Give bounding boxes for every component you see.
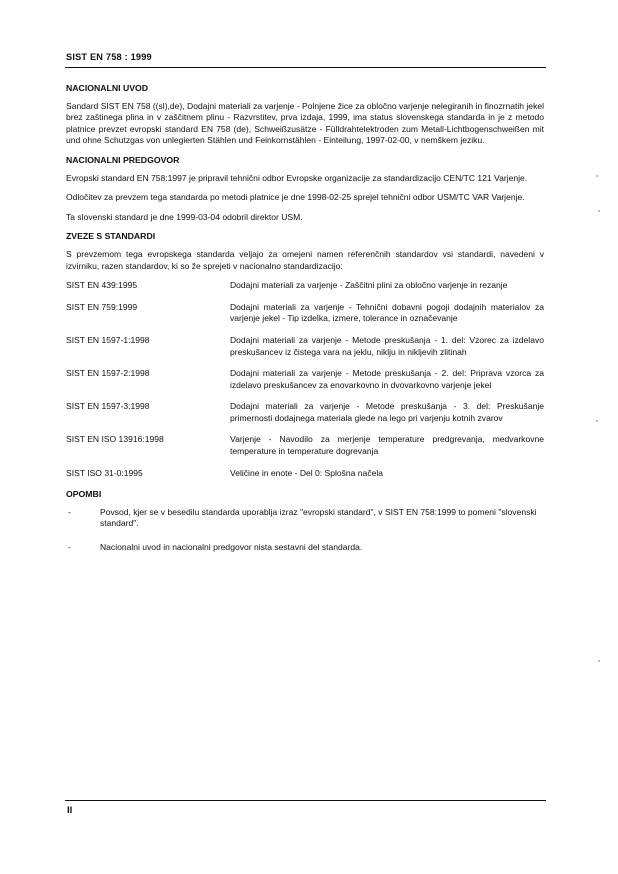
reference-code: SIST EN 1597-3:1998: [66, 401, 150, 412]
reference-row: [66, 401, 544, 424]
reference-row: [66, 302, 544, 325]
scan-speck: [598, 210, 600, 212]
reference-code: SIST EN 439:1995: [66, 280, 138, 291]
reference-row: [66, 434, 544, 457]
reference-title: Dodajni materiali za varjenje - Tehnični dobavni pogoji dodajnih materialov za varjenje jekel - Tip izdelka, izmere, tolerance in označevanje: [230, 301, 544, 324]
reference-code: SIST ISO 31-0:1995: [66, 467, 143, 478]
nacionalni-uvod-text: Sandard SIST EN 758 ((sl),de), Dodajni materiali za varjenje - Polnjene žice za obločno varjenje nelegiranih in finozrnatih jekel brez zaštinega plina in v zaščitnem plinu - Razvrstitev, prva izdaja, 1999, ima status slovenskega standarda in je z metodo platnice prevzet evropski standard EN 758 (de), Schweißzusätze - Fülldrahtelektroden zum Metall-Lichtbogenschweißen mit und ohne Schutzgas von unlegierten Stählen und Feinkornstählen - Einteilung, 1997-02-00, v nemškem jeziku.: [66, 100, 544, 146]
reference-title: Varjenje - Navodilo za merjenje temperature predgrevanja, medvarkovne temperature in temperature dogrevanja: [230, 434, 544, 457]
header-rule: [65, 67, 546, 68]
reference-list: [66, 280, 544, 479]
section-heading-opombi: OPOMBI: [66, 489, 102, 500]
note-text: Povsod, kjer se v besedilu standarda uporablja izraz "evropski standard", v SIST EN 758:1999 to pomeni "slovenski standard".: [100, 506, 537, 529]
page-number: II: [67, 805, 73, 816]
scan-speck: [598, 660, 600, 662]
reference-title: Dodajni materiali za varjenje - Metode preskušanja - 1. del: Vzorec za izdelavo preskušancev iz čistega vara na jeklu, niklju in nikljevih zlitinah: [230, 334, 544, 357]
reference-code: SIST EN 1597-2:1998: [66, 368, 150, 379]
reference-title: Dodajni materiali za varjenje - Metode preskušanja - 3. del: Preskušanje primernosti dodajnega materiala glede na lego pri varjenju kotnih zvarov: [230, 401, 544, 423]
page-header: SIST EN 758 : 1999: [66, 52, 152, 62]
reference-row: [66, 368, 544, 391]
scan-speck: [596, 175, 598, 177]
reference-code: SIST EN ISO 13916:1998: [66, 434, 164, 445]
note-bullet: -: [68, 542, 71, 553]
section-heading-nacionalni-predgovor: NACIONALNI PREDGOVOR: [66, 154, 180, 165]
zveze-intro: S prevzemom tega evropskega standarda veljajo za omejeni namen referenčnih standardov vsi standardi, navedeni v izvirniku, razen standardov, ki so že sprejeti v nacionalno standardizacijo:: [66, 248, 544, 271]
reference-row: [66, 335, 544, 358]
predgovor-paragraph: Odločitev za prevzem tega standarda po metodi platnice je dne 1998-02-25 sprejel tehnični odbor USM/TC VAR Varjenje.: [66, 192, 525, 203]
scan-speck: [596, 420, 598, 422]
footer-rule: [65, 800, 546, 801]
note-bullet: -: [68, 506, 71, 517]
reference-title: Veličine in enote - Del 0: Splošna načela: [230, 467, 383, 478]
note-item: [66, 542, 544, 554]
reference-code: SIST EN 1597-1:1998: [66, 334, 150, 345]
reference-title: Dodajni materiali za varjenje - Metode preskušanja - 2. del: Priprava vzorca za izdelavo preskušancev za enovarkovno in dvovarkovno varjenje jekel: [230, 368, 544, 390]
predgovor-paragraph: Ta slovenski standard je dne 1999-03-04 odobril direktor USM.: [66, 211, 303, 222]
section-heading-nacionalni-uvod: NACIONALNI UVOD: [66, 83, 149, 93]
predgovor-paragraph: Evropski standard EN 758:1997 je pripravil tehnični odbor Evropske organizacije za standardizacijo CEN/TC 121 Varjenje.: [66, 172, 528, 183]
reference-title: Dodajni materiali za varjenje - Zaščitni plini za obločno varjenje in rezanje: [230, 280, 508, 291]
note-text: Nacionalni uvod in nacionalni predgovor nista sestavni del standarda.: [100, 542, 363, 553]
note-item: [66, 507, 544, 530]
section-heading-zveze: ZVEZE S STANDARDI: [66, 231, 156, 242]
reference-row: [66, 280, 544, 292]
reference-code: SIST EN 759:1999: [66, 301, 138, 312]
page-content: [66, 83, 544, 566]
reference-row: [66, 468, 544, 480]
